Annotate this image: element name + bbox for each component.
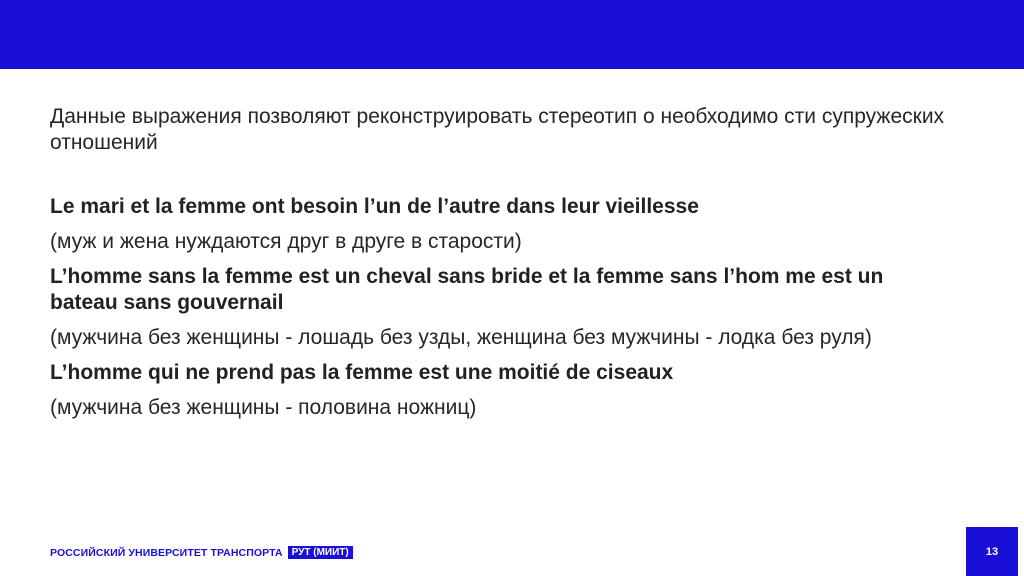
expression-item bbox=[50, 360, 960, 421]
page-number-label: 13 bbox=[985, 545, 999, 558]
russian-translation: (мужчина без женщины - половина ножниц) bbox=[50, 396, 477, 419]
header-bar bbox=[0, 0, 1024, 69]
russian-translation: (мужчина без женщины - лошадь без узды, женщина без мужчины - лодка без руля) bbox=[50, 326, 872, 349]
french-expression: L’homme sans la femme est un cheval sans bride et la femme sans l’hom me est un bateau sans gouvernail bbox=[50, 265, 884, 314]
university-name: РОССИЙСКИЙ УНИВЕРСИТЕТ ТРАНСПОРТА bbox=[50, 546, 283, 559]
french-expression: L’homme qui ne prend pas la femme est une moitié de ciseaux bbox=[50, 361, 674, 384]
slide-content bbox=[50, 104, 960, 430]
expression-item bbox=[50, 264, 960, 351]
russian-translation: (муж и жена нуждаются друг в друге в старости) bbox=[50, 230, 522, 253]
university-badge: РУТ (МИИТ) bbox=[288, 546, 353, 559]
page-number bbox=[966, 527, 1018, 576]
university-logo bbox=[50, 546, 353, 559]
expression-list bbox=[50, 194, 960, 421]
french-expression: Le mari et la femme ont besoin l’un de l’autre dans leur vieillesse bbox=[50, 195, 699, 218]
intro-text: Данные выражения позволяют реконструировать стереотип о необходимо сти супружеских отношений bbox=[50, 105, 945, 154]
expression-item bbox=[50, 194, 960, 255]
